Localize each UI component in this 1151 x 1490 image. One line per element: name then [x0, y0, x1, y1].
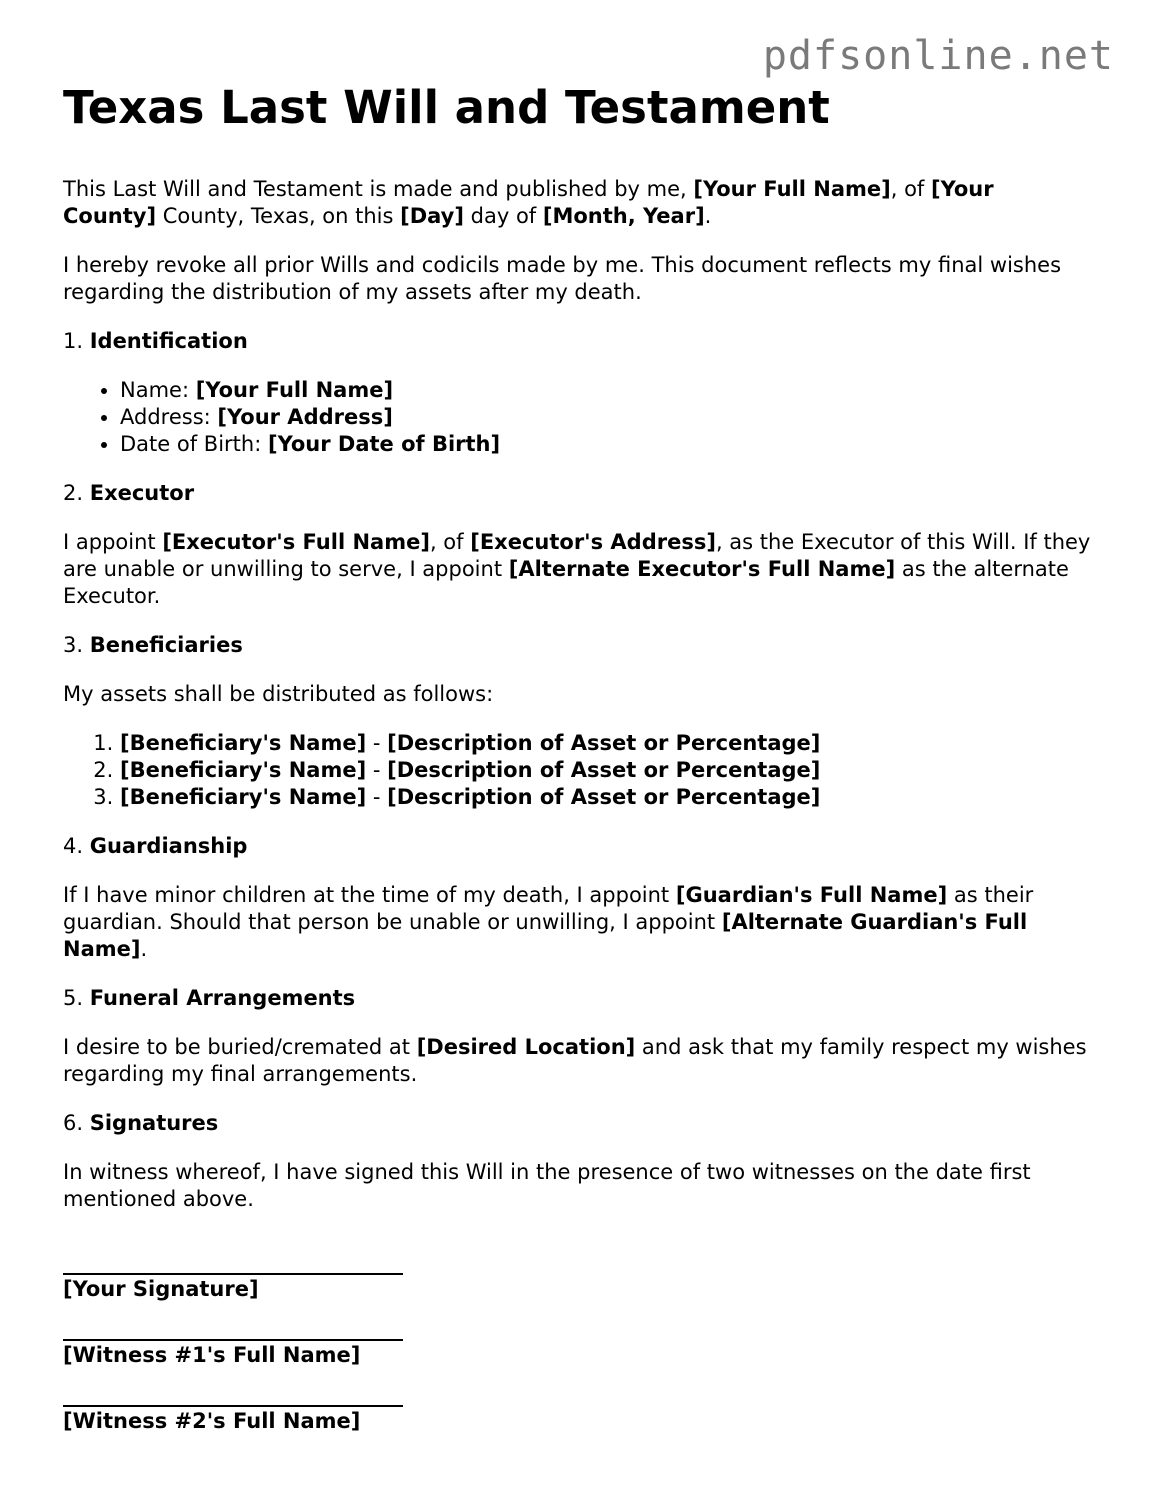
- list-item: • Address: [Your Address]: [120, 404, 1093, 431]
- section-heading-executor: 2. Executor: [63, 481, 195, 505]
- list-item: 3. [Beneficiary's Name] - [Description of Asset or Percentage]: [120, 784, 1093, 811]
- testator-name-placeholder: [Your Full Name]: [693, 177, 891, 201]
- signature-line[interactable]: [63, 1259, 403, 1275]
- section-heading-identification: 1. Identification: [63, 329, 248, 353]
- month-year-placeholder: [Month, Year]: [542, 204, 705, 228]
- document-page: [63, 80, 1093, 1457]
- signature-area: [63, 1259, 1093, 1435]
- watermark: pdfsonline.net: [762, 33, 1114, 79]
- your-signature-label: [Your Signature]: [63, 1277, 259, 1301]
- day-placeholder: [Day]: [400, 204, 464, 228]
- section-heading-beneficiaries: 3. Beneficiaries: [63, 633, 243, 657]
- section-heading-funeral: 5. Funeral Arrangements: [63, 986, 356, 1010]
- executor-paragraph: I appoint [Executor's Full Name], of [Executor's Address], as the Executor of this Will. If they are unable or unwilling to serve, I appoint [Alternate Executor's Full Name] as the alternate Executor.: [63, 530, 1091, 608]
- page-title: Texas Last Will and Testament: [63, 81, 830, 134]
- revocation-paragraph: I hereby revoke all prior Wills and codicils made by me. This document reflects my final wishes regarding the distribution of my assets after my death.: [63, 253, 1062, 304]
- funeral-paragraph: I desire to be buried/cremated at [Desired Location] and ask that my family respect my wishes regarding my final arrangements.: [63, 1035, 1087, 1086]
- guardianship-paragraph: If I have minor children at the time of my death, I appoint [Guardian's Full Name] as their guardian. Should that person be unable or unwilling, I appoint [Alternate Guardian's Full Name].: [63, 883, 1034, 961]
- witness-2-block: [63, 1391, 1093, 1435]
- beneficiaries-intro: My assets shall be distributed as follows:: [63, 682, 494, 706]
- desired-location-placeholder: [Desired Location]: [416, 1035, 636, 1059]
- intro-paragraph: This Last Will and Testament is made and published by me, [Your Full Name], of [Your County] County, Texas, on this [Day] day of [Month, Year].: [63, 177, 994, 228]
- alternate-guardian-placeholder: [Alternate Guardian's Full Name]: [63, 910, 1028, 961]
- list-item: • Name: [Your Full Name]: [120, 377, 1093, 404]
- list-item: 1. [Beneficiary's Name] - [Description of Asset or Percentage]: [120, 730, 1093, 757]
- signature-line[interactable]: [63, 1325, 403, 1341]
- section-heading-signatures: 6. Signatures: [63, 1111, 219, 1135]
- section-heading-guardianship: 4. Guardianship: [63, 834, 248, 858]
- signatures-paragraph: In witness whereof, I have signed this Will in the presence of two witnesses on the date first mentioned above.: [63, 1160, 1031, 1211]
- list-item: • Date of Birth: [Your Date of Birth]: [120, 431, 1093, 458]
- witness-1-label: [Witness #1's Full Name]: [63, 1343, 361, 1367]
- witness-1-block: [63, 1325, 1093, 1369]
- witness-2-label: [Witness #2's Full Name]: [63, 1409, 361, 1433]
- alternate-executor-placeholder: [Alternate Executor's Full Name]: [508, 557, 896, 581]
- signature-line[interactable]: [63, 1391, 403, 1407]
- list-item: 2. [Beneficiary's Name] - [Description of Asset or Percentage]: [120, 757, 1093, 784]
- identification-list: [63, 377, 1093, 458]
- executor-address-placeholder: [Executor's Address]: [470, 530, 716, 554]
- beneficiaries-list: [63, 730, 1093, 811]
- guardian-name-placeholder: [Guardian's Full Name]: [675, 883, 948, 907]
- county-placeholder: [Your County]: [63, 177, 994, 228]
- executor-name-placeholder: [Executor's Full Name]: [162, 530, 430, 554]
- your-signature-block: [63, 1259, 1093, 1303]
